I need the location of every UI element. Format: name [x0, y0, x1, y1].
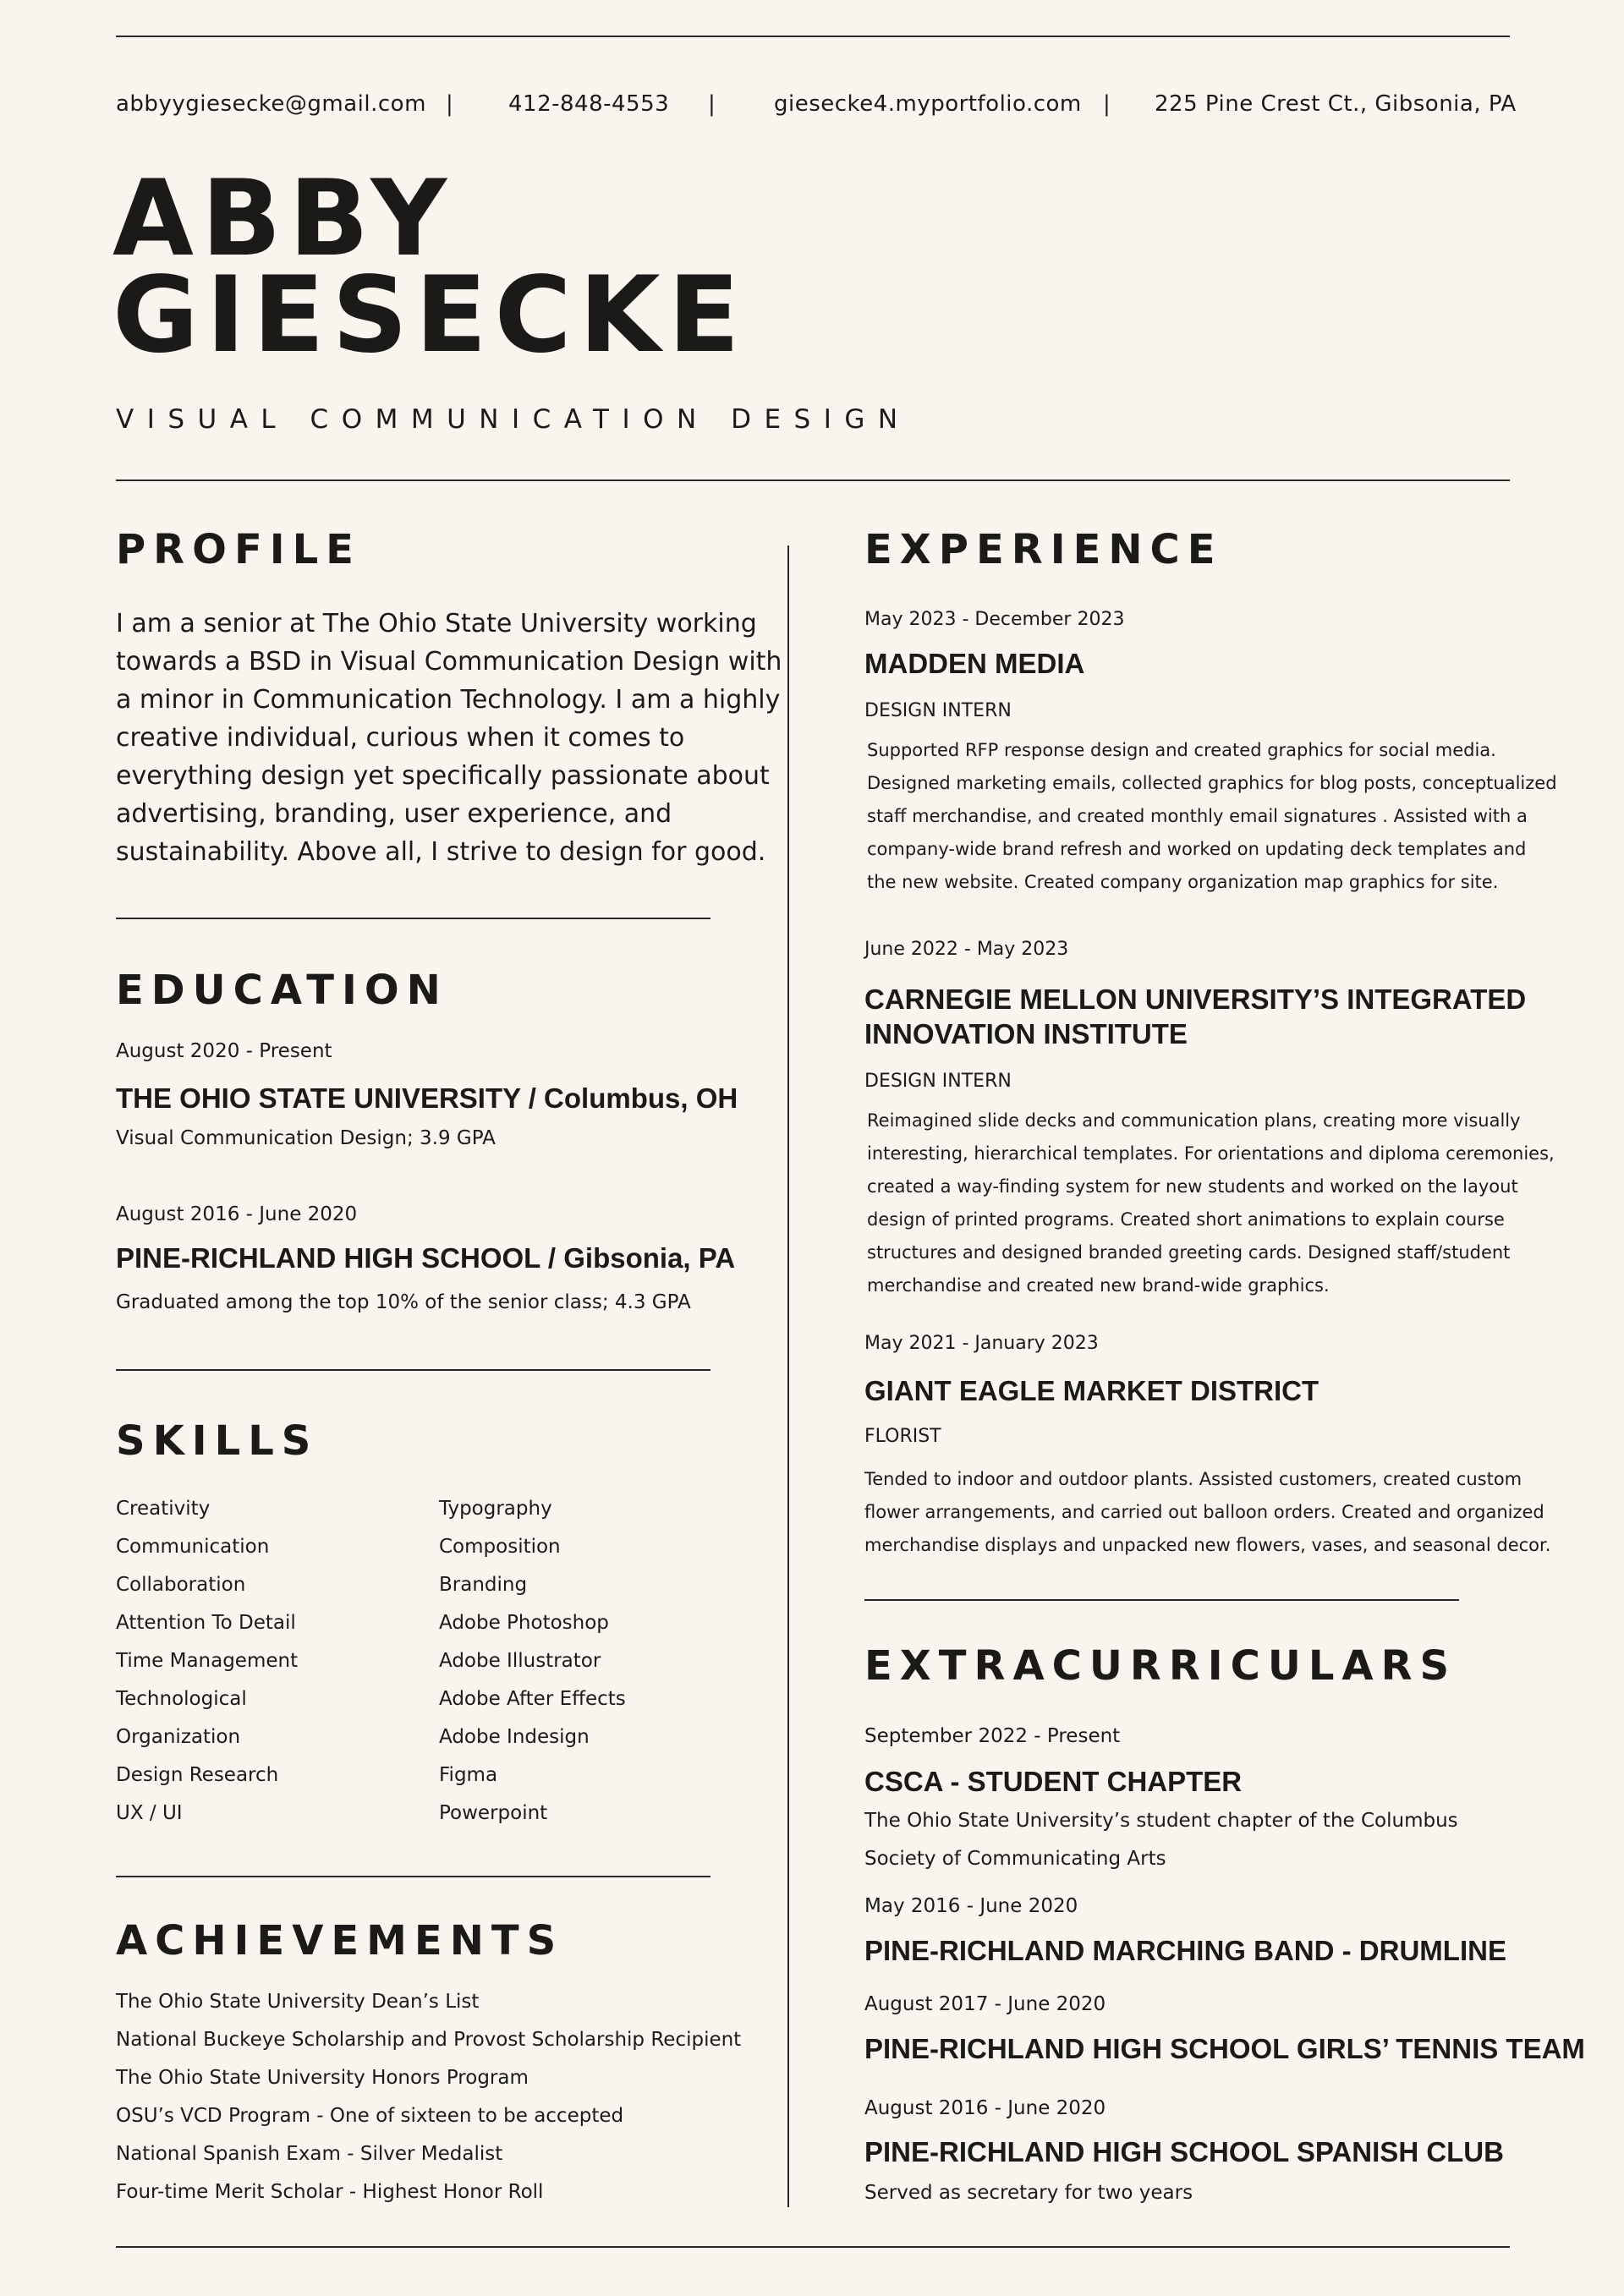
activity-description: Society of Communicating Arts [864, 1848, 1166, 1870]
job-description-line: structures and designed branded greeting cards. Designed staff/student [867, 1242, 1511, 1263]
education-dates: August 2020 - Present [116, 1040, 332, 1062]
job-description-line: design of printed programs. Created short animations to explain course [867, 1209, 1505, 1230]
skill-item: Adobe Photoshop [439, 1612, 609, 1634]
profile-text [116, 605, 782, 871]
job-dates: May 2021 - January 2023 [864, 1333, 1099, 1354]
email-link[interactable]: abbyygiesecke@gmail.com [116, 91, 426, 117]
activity-title: PINE-RICHLAND HIGH SCHOOL SPANISH CLUB [864, 2136, 1504, 2167]
activity-description: Served as secretary for two years [864, 2182, 1193, 2204]
job-dates: May 2023 - December 2023 [864, 609, 1125, 630]
profile-line: I am a senior at The Ohio State University working [116, 609, 757, 638]
skills-list-left [116, 1490, 298, 1833]
activity-dates: August 2016 - June 2020 [864, 2097, 1106, 2119]
phone-link[interactable]: 412-848-4553 [508, 91, 670, 117]
education-detail: Graduated among the top 10% of the senior class; 4.3 GPA [116, 1291, 691, 1313]
skills-rule [116, 1876, 710, 1877]
job-company: MADDEN MEDIA [864, 648, 1085, 679]
skill-item: Typography [439, 1498, 552, 1520]
address-text: 225 Pine Crest Ct., Gibsonia, PA [1155, 91, 1517, 117]
skill-item: Branding [439, 1574, 528, 1596]
job-description [867, 734, 1557, 899]
job-company: CARNEGIE MELLON UNIVERSITY’S INTEGRATED [864, 984, 1527, 1015]
activity-title: PINE-RICHLAND MARCHING BAND - DRUMLINE [864, 1935, 1506, 1966]
achievement-item: National Buckeye Scholarship and Provost Scholarship Recipient [116, 2029, 742, 2051]
job-description-line: interesting, hierarchical templates. For orientations and diploma ceremonies, [867, 1143, 1555, 1164]
skill-item: Composition [439, 1536, 561, 1558]
activity-title: CSCA - STUDENT CHAPTER [864, 1766, 1243, 1797]
job-role: DESIGN INTERN [864, 1071, 1012, 1092]
profile-line: creative individual, curious when it comes to [116, 723, 685, 753]
contact-separator: | [708, 91, 716, 117]
achievement-item: The Ohio State University Dean’s List [116, 1991, 480, 2013]
education-dates: August 2016 - June 2020 [116, 1203, 358, 1225]
contact-bar [116, 91, 1517, 117]
job-description-line: merchandise displays and unpacked new flowers, vases, and seasonal decor. [864, 1535, 1551, 1555]
job-role: FLORIST [864, 1426, 941, 1447]
job-description-line: Tended to indoor and outdoor plants. Assisted customers, created custom [864, 1469, 1522, 1489]
job-description-line: created a way-finding system for new students and worked on the layout [867, 1176, 1518, 1197]
skill-item: Powerpoint [439, 1802, 548, 1824]
skill-item: Adobe After Effects [439, 1688, 626, 1710]
profile-line: towards a BSD in Visual Communication Design with [116, 647, 782, 677]
education-school: THE OHIO STATE UNIVERSITY / Columbus, OH [116, 1082, 738, 1114]
achievement-item: The Ohio State University Honors Program [116, 2067, 529, 2089]
experience-heading: EXPERIENCE [864, 526, 1223, 573]
skill-item: Communication [116, 1536, 270, 1558]
job-description-line: Designed marketing emails, collected graphics for blog posts, conceptualized [867, 773, 1557, 793]
experience-rule [864, 1599, 1459, 1601]
job-description-line: flower arrangements, and carried out balloon orders. Created and organized [864, 1502, 1544, 1522]
skill-item: Design Research [116, 1764, 279, 1786]
activity-dates: August 2017 - June 2020 [864, 1993, 1106, 2015]
website-link[interactable]: giesecke4.myportfolio.com [774, 91, 1082, 117]
job-description [867, 1104, 1555, 1302]
education-rule [116, 1369, 710, 1371]
profile-line: a minor in Communication Technology. I am a highly [116, 685, 781, 715]
activity-title: PINE-RICHLAND HIGH SCHOOL GIRLS’ TENNIS TEAM [864, 2033, 1585, 2064]
skills-heading: SKILLS [116, 1417, 319, 1465]
job-description-line: Supported RFP response design and created graphics for social media. [867, 740, 1496, 760]
job-description [864, 1463, 1550, 1562]
profile-heading: PROFILE [116, 526, 361, 573]
contact-separator: | [446, 91, 454, 117]
extracurriculars-heading: EXTRACURRICULARS [864, 1642, 1457, 1690]
top-rule [116, 36, 1510, 37]
last-name: GIESECKE [112, 255, 748, 376]
job-description-line: merchandise and created new brand-wide graphics. [867, 1275, 1330, 1296]
skill-item: Creativity [116, 1498, 211, 1520]
skills-list-right [439, 1490, 626, 1833]
job-description-line: Reimagined slide decks and communication plans, creating more visually [867, 1110, 1521, 1131]
achievement-item: National Spanish Exam - Silver Medalist [116, 2143, 503, 2165]
job-description-line: staff merchandise, and created monthly email signatures . Assisted with a [867, 806, 1528, 826]
education-school: PINE-RICHLAND HIGH SCHOOL / Gibsonia, PA [116, 1242, 736, 1274]
profile-rule [116, 918, 710, 919]
job-company: GIANT EAGLE MARKET DISTRICT [864, 1375, 1320, 1406]
bottom-rule [116, 2246, 1510, 2248]
achievement-item: Four-time Merit Scholar - Highest Honor Roll [116, 2181, 544, 2203]
skill-item: Collaboration [116, 1574, 246, 1596]
skill-item: Attention To Detail [116, 1612, 296, 1634]
job-company: INNOVATION INSTITUTE [864, 1018, 1188, 1049]
skill-item: UX / UI [116, 1802, 183, 1824]
profile-line: everything design yet specifically passionate about [116, 761, 770, 791]
subtitle: VISUAL COMMUNICATION DESIGN [116, 404, 911, 435]
skill-item: Adobe Indesign [439, 1726, 590, 1748]
profile-line: sustainability. Above all, I strive to design for good. [116, 837, 766, 867]
profile-line: advertising, branding, user experience, and [116, 799, 672, 829]
job-description-line: company-wide brand refresh and worked on updating deck templates and [867, 839, 1527, 859]
job-role: DESIGN INTERN [864, 700, 1012, 721]
activity-description: The Ohio State University’s student chapter of the Columbus [864, 1810, 1458, 1832]
education-heading: EDUCATION [116, 967, 448, 1014]
skill-item: Organization [116, 1726, 241, 1748]
first-name: ABBY [112, 158, 455, 280]
header-rule [116, 479, 1510, 481]
achievements-list [116, 1983, 741, 2211]
activity-dates: May 2016 - June 2020 [864, 1895, 1078, 1917]
job-dates: June 2022 - May 2023 [864, 939, 1069, 960]
skill-item: Adobe Illustrator [439, 1650, 601, 1672]
achievements-heading: ACHIEVEMENTS [116, 1917, 564, 1964]
column-divider [787, 545, 789, 2207]
job-description-line: the new website. Created company organization map graphics for site. [867, 872, 1499, 892]
skill-item: Figma [439, 1764, 498, 1786]
achievement-item: OSU’s VCD Program - One of sixteen to be accepted [116, 2105, 624, 2127]
skill-item: Time Management [116, 1650, 299, 1672]
contact-separator: | [1103, 91, 1111, 117]
full-name [112, 158, 748, 376]
education-detail: Visual Communication Design; 3.9 GPA [116, 1127, 496, 1149]
activity-dates: September 2022 - Present [864, 1725, 1121, 1747]
skill-item: Technological [116, 1688, 247, 1710]
